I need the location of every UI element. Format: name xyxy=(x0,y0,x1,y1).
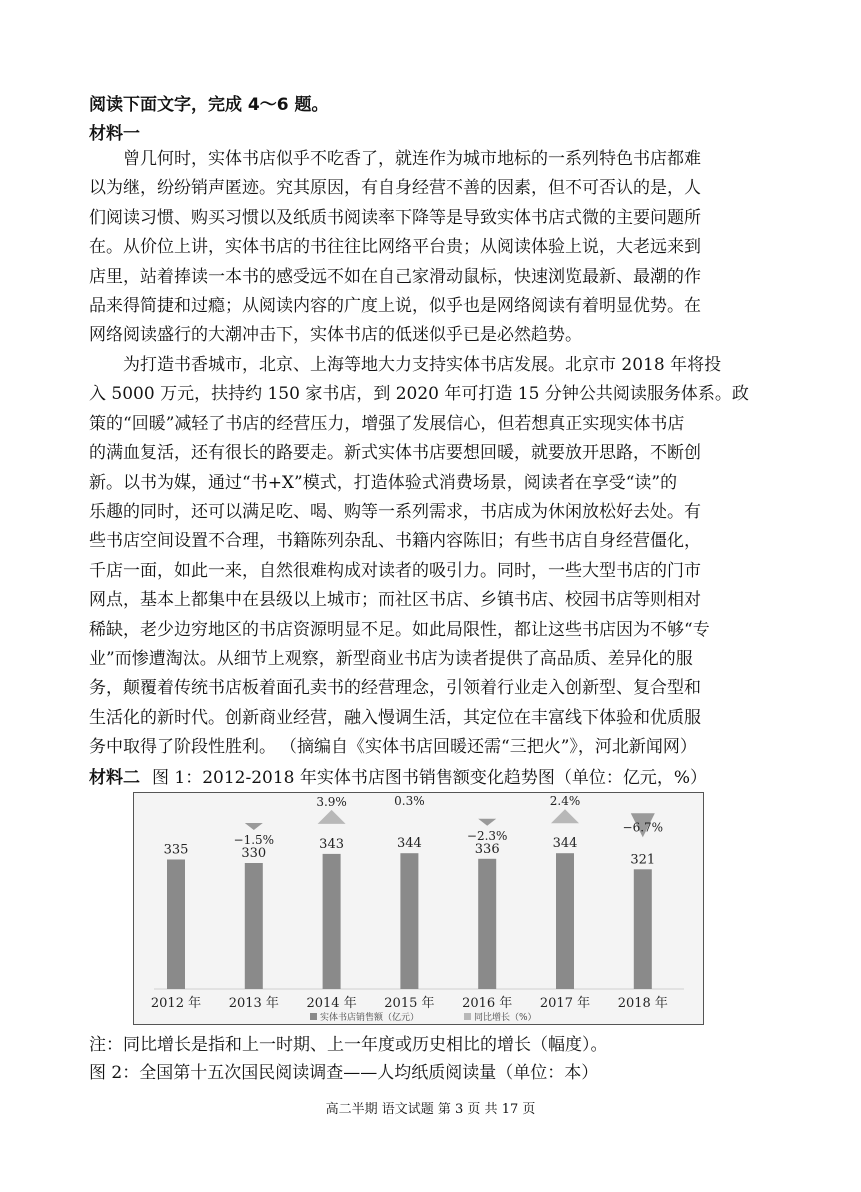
figure2-caption: 图 2：全国第十五次国民阅读调查——人均纸质阅读量（单位：本） xyxy=(89,1063,599,1083)
chart-svg xyxy=(134,793,703,1024)
sales-bar xyxy=(167,860,185,990)
text-line: 的满血复活，还有很长的路要走。新式实体书店要想回暖，就要放开思路，不断创 xyxy=(89,443,701,464)
category-label: 2016 年 xyxy=(462,996,513,1011)
text-line: 入 5000 万元，扶持约 150 家书店，到 2020 年可打造 15 分钟公共阅读服务体系。政 xyxy=(89,384,749,405)
category-label: 2012 年 xyxy=(150,996,202,1011)
text-line: 乐趣的同时，还可以满足吃、喝、购等一系列需求，书店成为休闲放松好去处。有 xyxy=(89,501,701,522)
growth-up-marker xyxy=(318,810,346,824)
paragraph-2 xyxy=(89,351,775,762)
legend-swatch-growth xyxy=(464,1013,471,1020)
growth-down-marker xyxy=(245,823,263,830)
legend-swatch-sales xyxy=(310,1013,317,1020)
bar-value-label: 330 xyxy=(241,846,267,861)
growth-label: 2.4% xyxy=(549,794,581,809)
category-label: 2014 年 xyxy=(306,996,357,1011)
bar-value-label: 321 xyxy=(630,852,656,868)
source-citation: （摘编自《实体书店回暖还需“三把火”》，河北新闻网） xyxy=(280,737,697,757)
bar-value-label: 335 xyxy=(163,842,189,858)
figure1-caption: 图 1：2012-2018 年实体书店图书销售额变化趋势图（单位：亿元，%） xyxy=(152,768,708,788)
sales-bar xyxy=(245,863,263,989)
text-line: 些书店空间设置不合理，书籍陈列杂乱、书籍内容陈旧；有些书店自身经营僵化， xyxy=(89,531,701,552)
text-line: 新。以书为媒，通过“书+X”模式，打造体验式消费场景，阅读者在享受“读”的 xyxy=(89,472,678,493)
text-line: 以为继，纷纷销声匿迹。究其原因，有自身经营不善的因素，但不可否认的是，人 xyxy=(89,178,701,199)
note: 注：同比增长是指和上一时期、上一年度或历史相比的增长（幅度）。 xyxy=(89,1035,608,1055)
sales-bar xyxy=(400,853,418,989)
question-intro: 阅读下面文字，完成 4～6 题。 xyxy=(89,95,329,115)
growth-up-marker xyxy=(551,809,579,823)
paragraph-1 xyxy=(89,145,775,351)
text-line: 稀缺，老少边穷地区的书店资源明显不足。如此局限性，都让这些书店因为不够“专 xyxy=(89,619,710,640)
sales-bar xyxy=(323,854,341,989)
material2-label: 材料二 xyxy=(89,768,140,788)
text-line: 网络阅读盛行的大潮冲击下，实体书店的低迷似乎已是必然趋势。 xyxy=(89,325,582,346)
bar-value-label: 343 xyxy=(319,836,345,852)
growth-label: −1.5% xyxy=(233,833,275,847)
bar-value-label: 344 xyxy=(552,836,578,852)
sales-bar xyxy=(478,859,496,989)
sales-bar xyxy=(634,869,652,989)
growth-label: 3.9% xyxy=(316,794,347,809)
growth-label: −6.7% xyxy=(622,820,664,835)
text-line: 在。从价位上讲，实体书店的书往往比网络平台贵；从阅读体验上说，大老远来到 xyxy=(89,237,701,258)
category-label: 2013 年 xyxy=(228,996,279,1011)
bar-value-label: 336 xyxy=(474,841,500,857)
category-label: 2015 年 xyxy=(384,996,435,1011)
text-line: 网点，基本上都集中在县级以上城市；而社区书店、乡镇书店、校园书店等则相对 xyxy=(89,590,701,611)
sales-bar xyxy=(556,853,574,989)
page-footer: 高二半期 语文试题 第 3 页 共 17 页 xyxy=(325,1102,536,1117)
text-line: 曾几何时，实体书店似乎不吃香了，就连作为城市地标的一系列特色书店都难 xyxy=(123,149,701,169)
text-line: 生活化的新时代。创新商业经营，融入慢调生活，其定位在丰富线下体验和优质服 xyxy=(89,707,701,728)
category-label: 2017 年 xyxy=(539,996,591,1011)
text-line: 店里，站着捧读一本书的感受远不如在自己家滑动鼠标，快速浏览最新、最潮的作 xyxy=(89,266,701,287)
category-label: 2018 年 xyxy=(617,996,668,1011)
material1-label: 材料一 xyxy=(89,124,140,144)
text-line: 们阅读习惯、购买习惯以及纸质书阅读率下降等是导致实体书店式微的主要问题所 xyxy=(89,207,701,228)
growth-down-marker xyxy=(478,819,496,826)
text-line: 务，颠覆着传统书店板着面孔卖书的经营理念，引领着行业走入创新型、复合型和 xyxy=(89,678,701,699)
legend-label-sales: 实体书店销售额（亿元） xyxy=(320,1013,420,1023)
growth-label: −2.3% xyxy=(466,828,508,843)
sales-chart xyxy=(133,792,704,1025)
figure1-caption-row xyxy=(89,763,707,788)
text-line: 千店一面，如此一来，自然很难构成对读者的吸引力。同时，一些大型书店的门市 xyxy=(89,560,701,581)
text-line: 为打造书香城市，北京、上海等地大力支持实体书店发展。北京市 2018 年将投 xyxy=(123,355,722,375)
growth-label: 0.3% xyxy=(394,794,425,809)
text-line: 务中取得了阶段性胜利。 xyxy=(89,737,276,758)
text-line: 品来得简捷和过瘾；从阅读内容的广度上说，似乎也是网络阅读有着明显优势。在 xyxy=(89,295,701,316)
text-line: 策的“回暖”减轻了书店的经营压力，增强了发展信心，但若想真正实现实体书店 xyxy=(89,413,685,434)
text-line: 业”而惨遭淘汰。从细节上观察，新型商业书店为读者提供了高品质、差异化的服 xyxy=(89,648,693,669)
legend-label-growth: 同比增长（%） xyxy=(474,1013,537,1023)
bar-value-label: 344 xyxy=(396,836,422,852)
